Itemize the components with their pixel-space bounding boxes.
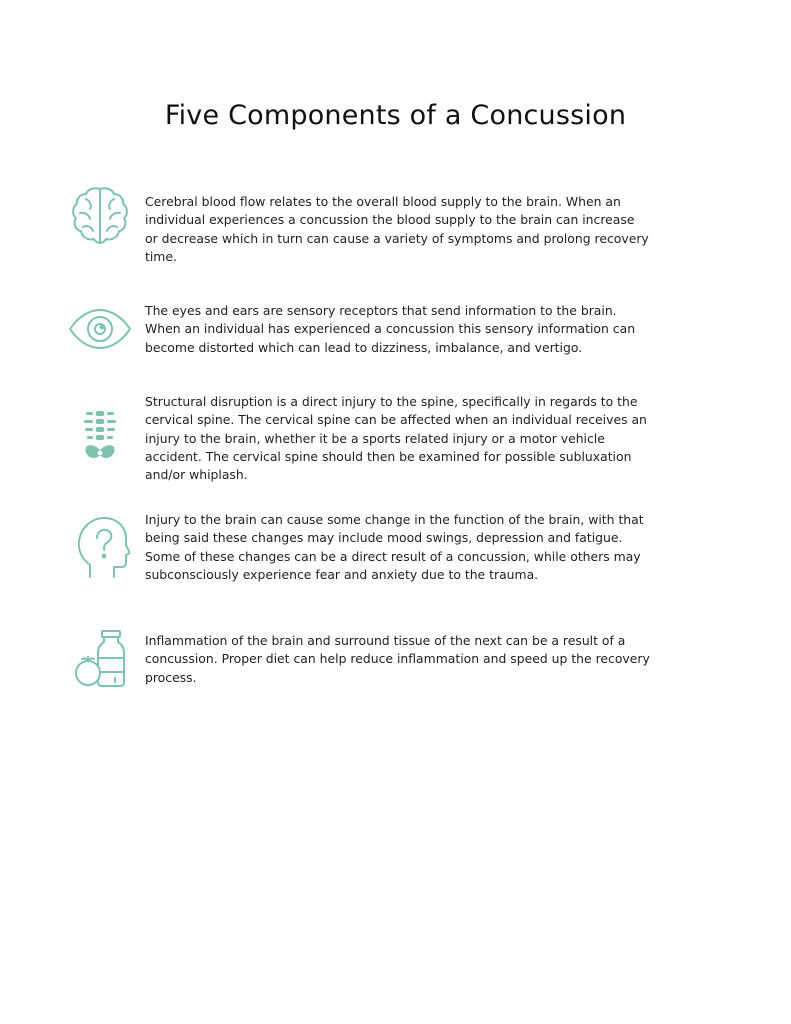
component-text: Inflammation of the brain and surround tissue of the next can be a result of a concussion. Proper diet can help reduce inflammation and speed up the recovery process. [145, 633, 650, 685]
page-title: Five Components of a Concussion [164, 100, 627, 131]
head-question-icon [76, 515, 130, 579]
component-text: The eyes and ears are sensory receptors that send information to the brain. When an individual has experienced a concussion this sensory information can become distorted which can lead to dizziness, imbalance, and vertigo. [145, 303, 636, 355]
component-text: Cerebral blood flow relates to the overall blood supply to the brain. When an individual experiences a concussion the blood supply to the brain can increase or decrease which in turn can cause a variety of symptoms and prolong recovery time. [145, 194, 649, 264]
spine-icon [82, 410, 118, 462]
component-text: Structural disruption is a direct injury to the spine, specifically in regards to the cervical spine. The cervical spine can be affected when an individual receives an injury to the brain, whether it be a sports related injury or a motor vehicle accident. The cervical spine should then be examined for possible subluxation and/or whiplash. [145, 394, 647, 483]
eye-icon [68, 308, 132, 350]
component-text: Injury to the brain can cause some change in the function of the brain, with that being said these changes may include mood swings, depression and fatigue. Some of these changes can be a direct result of a concussion, while others may subconsciously experience fear and anxiety due to the trauma. [145, 512, 644, 582]
brain-icon [70, 185, 130, 247]
tomato-bottle-icon [73, 630, 129, 688]
